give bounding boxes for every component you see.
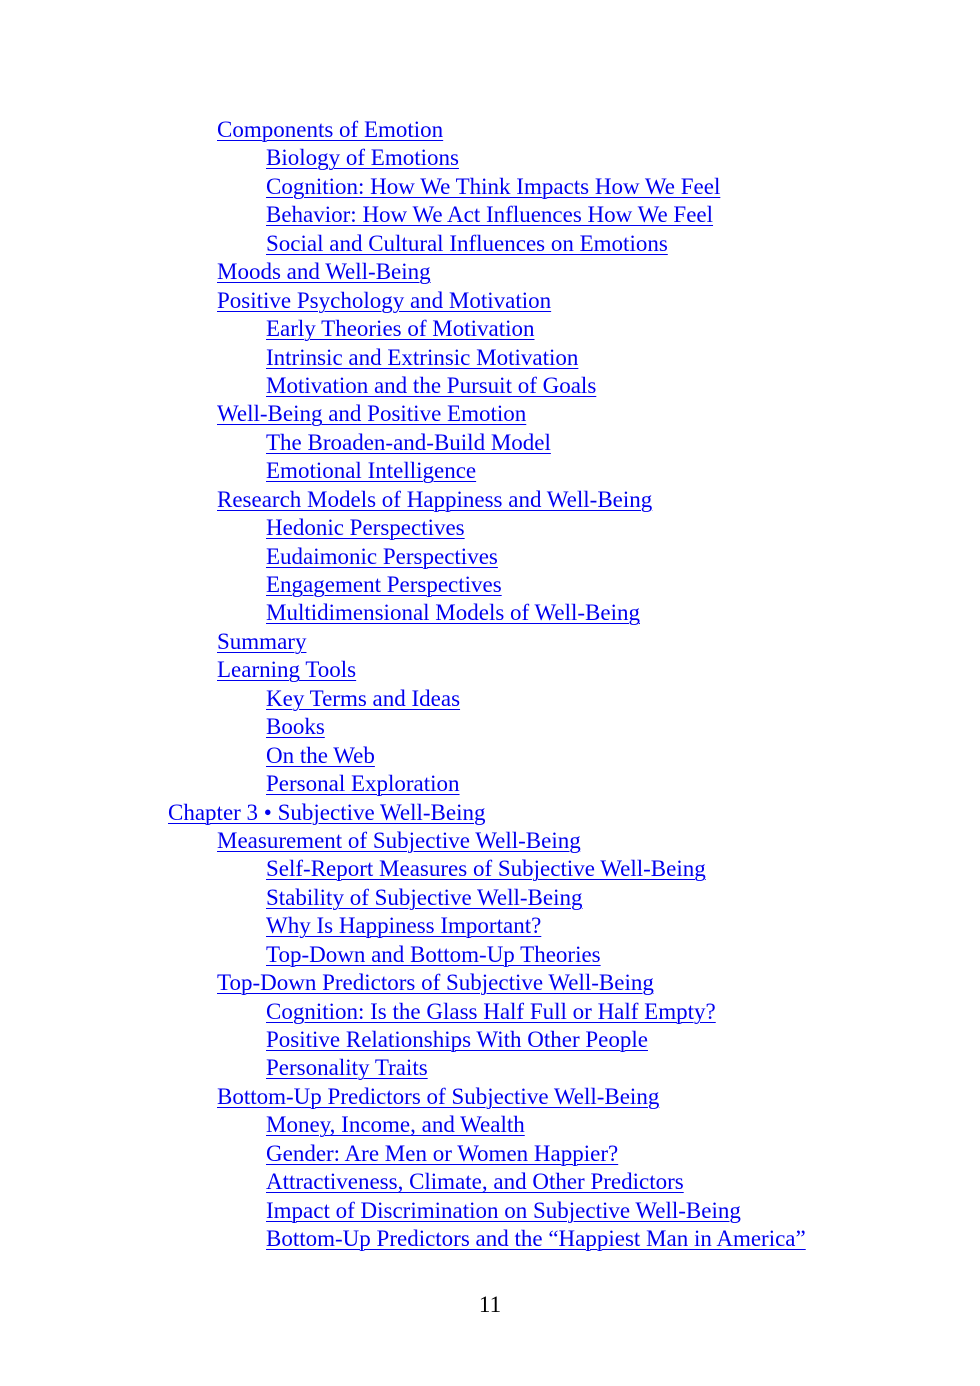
toc-subsection-entry xyxy=(0,457,980,485)
toc-subsection-entry xyxy=(0,742,980,770)
toc-subsection-entry xyxy=(0,429,980,457)
toc-link[interactable]: Intrinsic and Extrinsic Motivation xyxy=(266,344,579,370)
toc-subsection-entry xyxy=(0,201,980,229)
toc-subsection-entry xyxy=(0,230,980,258)
toc-subsection-entry xyxy=(0,1111,980,1139)
toc-link[interactable]: Engagement Perspectives xyxy=(266,572,502,597)
toc-subsection-entry xyxy=(0,599,980,627)
toc-section-entry xyxy=(0,827,980,855)
toc-subsection-entry xyxy=(0,713,980,741)
toc-link[interactable]: Positive Psychology and Motivation xyxy=(217,287,552,313)
toc-link[interactable]: Cognition: Is the Glass Half Full or Half Empty? xyxy=(266,998,716,1024)
toc-subsection-entry xyxy=(0,770,980,798)
toc-link[interactable]: Multidimensional Models of Well-Being xyxy=(266,600,640,626)
toc-link[interactable]: Attractiveness, Climate, and Other Predictors xyxy=(266,1169,684,1195)
toc-subsection-entry xyxy=(0,315,980,343)
toc-link[interactable]: Summary xyxy=(217,628,307,654)
toc-link[interactable]: Moods and Well-Being xyxy=(217,259,431,285)
toc-section-entry xyxy=(0,258,980,286)
toc-section-entry xyxy=(0,628,980,656)
toc-subsection-entry xyxy=(0,685,980,713)
toc-link[interactable]: Gender: Are Men or Women Happier? xyxy=(266,1140,619,1166)
toc-subsection-entry xyxy=(0,855,980,883)
toc-link[interactable]: Why Is Happiness Important? xyxy=(266,913,542,939)
page-number: 11 xyxy=(478,1292,502,1317)
toc-link[interactable]: Well-Being and Positive Emotion xyxy=(217,401,527,427)
toc-link[interactable]: On the Web xyxy=(266,742,375,768)
toc-subsection-entry xyxy=(0,514,980,542)
toc-link[interactable]: Personality Traits xyxy=(266,1055,428,1081)
toc-chapter-entry xyxy=(0,799,980,827)
toc-link[interactable]: Biology of Emotions xyxy=(266,145,459,171)
toc-section-entry xyxy=(0,486,980,514)
toc-subsection-entry xyxy=(0,884,980,912)
toc-section-entry xyxy=(0,287,980,315)
toc-link[interactable]: Learning Tools xyxy=(217,657,357,683)
toc-link[interactable]: Personal Exploration xyxy=(266,771,460,797)
toc-subsection-entry xyxy=(0,1197,980,1225)
toc-subsection-entry xyxy=(0,1168,980,1196)
toc-subsection-entry xyxy=(0,1225,980,1253)
toc-link[interactable]: Behavior: How We Act Influences How We Feel xyxy=(266,202,714,228)
toc-subsection-entry xyxy=(0,144,980,172)
table-of-contents xyxy=(0,116,980,1254)
toc-link[interactable]: Hedonic Perspectives xyxy=(266,515,465,541)
toc-subsection-entry xyxy=(0,1140,980,1168)
toc-link[interactable]: Social and Cultural Influences on Emotions xyxy=(266,230,668,256)
toc-link[interactable]: Research Models of Happiness and Well-Being xyxy=(217,486,653,512)
toc-subsection-entry xyxy=(0,571,980,599)
toc-link[interactable]: Top-Down and Bottom-Up Theories xyxy=(266,941,601,967)
toc-link[interactable]: Eudaimonic Perspectives xyxy=(266,543,498,569)
toc-section-entry xyxy=(0,656,980,684)
toc-subsection-entry xyxy=(0,344,980,372)
toc-section-entry xyxy=(0,116,980,144)
toc-link[interactable]: Money, Income, and Wealth xyxy=(266,1112,525,1138)
toc-link[interactable]: Bottom-Up Predictors of Subjective Well-Being xyxy=(217,1083,660,1109)
toc-subsection-entry xyxy=(0,941,980,969)
toc-link[interactable]: Key Terms and Ideas xyxy=(266,685,461,711)
toc-link[interactable]: Bottom-Up Predictors and the “Happiest Man in America” xyxy=(266,1226,806,1252)
toc-subsection-entry xyxy=(0,173,980,201)
toc-link[interactable]: Stability of Subjective Well-Being xyxy=(266,884,583,910)
toc-link[interactable]: Chapter 3 • Subjective Well-Being xyxy=(168,799,486,825)
toc-section-entry xyxy=(0,969,980,997)
toc-link[interactable]: Self-Report Measures of Subjective Well-Being xyxy=(266,856,706,882)
toc-link[interactable]: Impact of Discrimination on Subjective Well-Being xyxy=(266,1197,741,1223)
toc-section-entry xyxy=(0,1083,980,1111)
toc-link[interactable]: Motivation and the Pursuit of Goals xyxy=(266,372,597,398)
toc-link[interactable]: Books xyxy=(266,714,325,740)
toc-subsection-entry xyxy=(0,543,980,571)
toc-link[interactable]: Positive Relationships With Other People xyxy=(266,1027,648,1052)
toc-link[interactable]: Top-Down Predictors of Subjective Well-Being xyxy=(217,970,654,996)
toc-subsection-entry xyxy=(0,912,980,940)
toc-link[interactable]: Early Theories of Motivation xyxy=(266,316,535,342)
toc-section-entry xyxy=(0,400,980,428)
toc-link[interactable]: The Broaden-and-Build Model xyxy=(266,429,551,455)
toc-subsection-entry xyxy=(0,1054,980,1082)
toc-link[interactable]: Components of Emotion xyxy=(217,117,444,142)
toc-link[interactable]: Measurement of Subjective Well-Being xyxy=(217,827,581,853)
toc-link[interactable]: Emotional Intelligence xyxy=(266,458,477,484)
toc-subsection-entry xyxy=(0,1026,980,1054)
toc-subsection-entry xyxy=(0,372,980,400)
toc-link[interactable]: Cognition: How We Think Impacts How We Feel xyxy=(266,173,721,199)
toc-subsection-entry xyxy=(0,998,980,1026)
